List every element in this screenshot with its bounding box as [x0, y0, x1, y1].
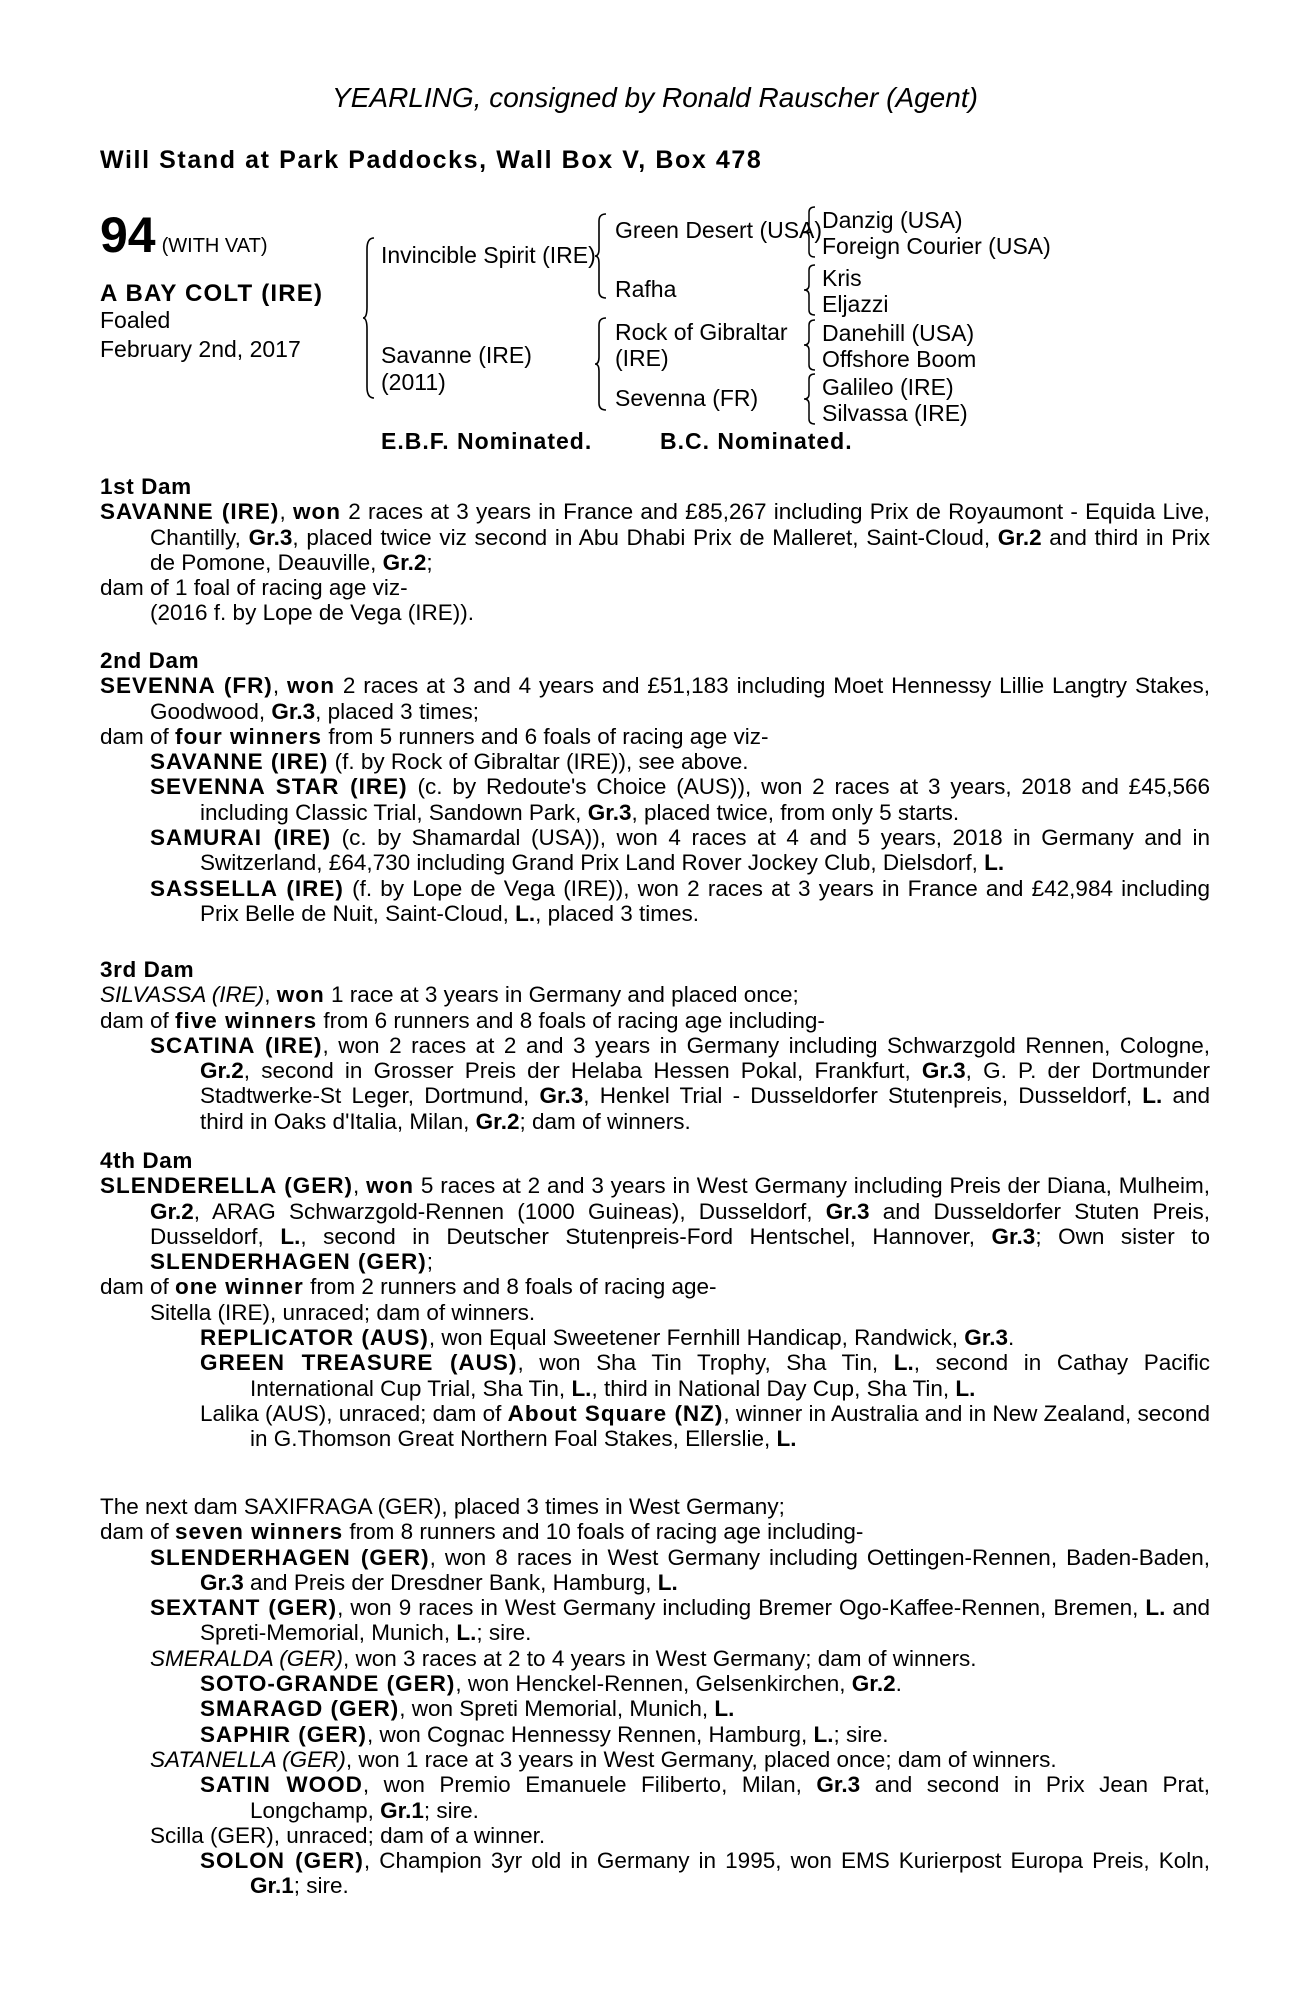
- grade: L.: [776, 1426, 797, 1452]
- record-text: , winner in Australia and in New Zealand, second in G.Thomson Great Northern Foal Stakes, Ellerslie,: [250, 1400, 1211, 1452]
- progeny-name: GREEN TREASURE (AUS): [200, 1350, 518, 1376]
- grade: Gr.1: [250, 1873, 294, 1899]
- sire-sire: Green Desert (USA): [615, 217, 823, 243]
- progeny-entry: [100, 825, 1210, 876]
- record-text: , placed twice, from only 5 starts.: [631, 799, 960, 825]
- catalogue-page: [100, 0, 1210, 2000]
- winners-count: one winner: [175, 1274, 304, 1300]
- record-text: from 2 runners and 8 foals of racing age-: [303, 1274, 717, 1300]
- record-text: 5 races at 2 and 3 years in West Germany including Preis der Diana, Mulheim,: [414, 1173, 1210, 1199]
- grade: Gr.3: [816, 1772, 861, 1798]
- progeny-entry: [100, 1646, 1210, 1671]
- record-text: , won 9 races in West Germany including Bremer Ogo-Kaffee-Rennen, Bremen,: [337, 1595, 1146, 1621]
- record-text: , won Premio Emanuele Filiberto, Milan,: [362, 1772, 817, 1798]
- dam-dam: Sevenna (FR): [615, 385, 759, 411]
- grade: Gr.3: [825, 1198, 870, 1224]
- progeny-entry: [100, 1545, 1210, 1596]
- grade: Gr.2: [382, 549, 427, 575]
- grade: Gr.1: [380, 1797, 424, 1823]
- record-text: (f. by Lope de Vega (IRE)), won 2 races at 3 years in France and £42,984 including Prix Belle de Nuit, Saint-Cloud,: [200, 875, 1210, 926]
- grade: L.: [456, 1620, 477, 1646]
- consignor-title: YEARLING, consigned by Ronald Rauscher (Agent): [332, 82, 978, 113]
- record-text: , won Cognac Hennessy Rennen, Hamburg,: [367, 1721, 814, 1747]
- won-label: won: [366, 1173, 415, 1199]
- grade: Gr.3: [248, 524, 293, 550]
- record-text: , placed 3 times.: [535, 900, 699, 926]
- grade: Gr.2: [475, 1108, 520, 1134]
- grade: Gr.2: [150, 1198, 194, 1224]
- record-text: , won 3 races at 2 to 4 years in West Germany; dam of winners.: [342, 1645, 977, 1671]
- progeny-entry: [100, 876, 1210, 927]
- grade: L.: [714, 1696, 735, 1722]
- dam-line2: (2011): [381, 369, 446, 395]
- horse-description: A BAY COLT (IRE): [100, 280, 324, 307]
- grade: Gr.3: [921, 1058, 966, 1084]
- record-text: , won 1 race at 3 years in West Germany, placed once; dam of winners.: [345, 1746, 1057, 1772]
- lot-number-block: [100, 207, 268, 263]
- ggp-3: Kris: [822, 265, 862, 291]
- record-text: , Champion 3yr old in Germany in 1995, won EMS Kurierpost Europa Preis, Koln,: [363, 1848, 1210, 1874]
- grade: Gr.3: [587, 799, 632, 825]
- ggp-2: Foreign Courier (USA): [822, 233, 1051, 259]
- ggp-8: Silvassa (IRE): [822, 400, 968, 426]
- progeny-name: REPLICATOR (AUS): [200, 1325, 429, 1351]
- record-text: Lalika (AUS), unraced; dam of: [200, 1400, 508, 1426]
- dam-of-line: [100, 1008, 1210, 1033]
- winners-count: four winners: [175, 723, 323, 749]
- record-text: dam of: [100, 1007, 176, 1033]
- record-text: , ARAG Schwarzgold-Rennen (1000 Guineas), Dusseldorf,: [193, 1198, 826, 1224]
- record-text: from 5 runners and 6 foals of racing age viz-: [322, 723, 769, 749]
- record-text: 1 race at 3 years in Germany and placed once;: [324, 982, 799, 1008]
- progeny-name: SEVENNA STAR (IRE): [150, 774, 408, 800]
- record-text: and Preis der Dresdner Bank, Hamburg,: [243, 1569, 658, 1595]
- progeny-name: SOTO-GRANDE (GER): [200, 1671, 456, 1697]
- record-text: ; sire.: [833, 1721, 889, 1747]
- record-text: , second in Grosser Preis der Helaba Hessen Pokal, Frankfurt,: [243, 1058, 922, 1084]
- foaled-date: February 2nd, 2017: [100, 336, 301, 362]
- record-text: and third in Prix de Pomone, Deauville,: [150, 524, 1211, 575]
- record-text: , placed 3 times;: [315, 698, 479, 724]
- grade: L.: [984, 850, 1005, 876]
- grade: Gr.2: [997, 524, 1042, 550]
- progeny-name: SAVANNE (IRE): [150, 749, 329, 775]
- progeny-name: SCATINA (IRE): [150, 1032, 323, 1058]
- progeny-entry: [100, 774, 1210, 825]
- progeny-name: SATANELLA (GER): [150, 1746, 346, 1772]
- won-label: won: [276, 982, 325, 1008]
- record-text: , won Equal Sweetener Fernhill Handicap, Randwick,: [428, 1325, 965, 1351]
- dam-name: SILVASSA (IRE): [100, 982, 265, 1008]
- foal-entry: (2016 f. by Lope de Vega (IRE)).: [150, 600, 474, 626]
- record-text: , won 8 races in West Germany including Oettingen-Rennen, Baden-Baden,: [429, 1544, 1211, 1570]
- record-text: , second in Cathay Pacific International Cup Trial, Sha Tin,: [250, 1350, 1210, 1401]
- record-text: 2 races at 3 and 4 years and £51,183 including Moet Hennessy Lillie Langtry Stakes, Goodwood,: [150, 673, 1210, 724]
- record-text: , Henkel Trial - Dusseldorfer Stutenpreis, Dusseldorf,: [583, 1083, 1143, 1109]
- record-text: , won Spreti Memorial, Munich,: [399, 1696, 715, 1722]
- progeny-name: SMERALDA (GER): [150, 1645, 343, 1671]
- record-text: .: [1007, 1325, 1015, 1351]
- record-text: and third in Oaks d'Italia, Milan,: [200, 1083, 1211, 1134]
- record-text: from 8 runners and 10 foals of racing age including-: [343, 1519, 864, 1545]
- next-dam-section: [100, 1494, 1210, 1899]
- grade: L.: [893, 1350, 914, 1376]
- record-text: , won Sha Tin Trophy, Sha Tin,: [517, 1350, 894, 1376]
- foaled-info: [100, 306, 301, 364]
- sire-dam-brace: [362, 237, 376, 399]
- grade: L.: [1145, 1595, 1166, 1621]
- progeny-name: SOLON (GER): [200, 1848, 364, 1874]
- dam-of-line: dam of 1 foal of racing age viz-: [100, 575, 408, 601]
- dam-record: SILVASSA (IRE), won 1 race at 3 years in Germany and placed once;: [100, 982, 799, 1008]
- record-text: , won 2 races at 2 and 3 years in Germany including Schwarzgold Rennen, Cologne,: [322, 1032, 1210, 1058]
- winners-count: five winners: [175, 1007, 318, 1033]
- sister-name: SLENDERHAGEN (GER): [150, 1249, 427, 1275]
- progeny-entry: [100, 1033, 1210, 1134]
- grade: L.: [571, 1375, 592, 1401]
- ggp-brace-1: [803, 206, 817, 258]
- sire-line-brace: [594, 213, 608, 299]
- progeny-entry: Sitella (IRE), unraced; dam of winners.: [150, 1299, 536, 1325]
- ggp-1: Danzig (USA): [822, 207, 963, 233]
- record-text: ; dam of winners.: [519, 1108, 691, 1134]
- progeny-name: SAMURAI (IRE): [150, 825, 332, 851]
- progeny-name: SMARAGD (GER): [200, 1696, 400, 1722]
- dam-name: SAVANNE (IRE): [100, 499, 280, 525]
- record-text: ; sire.: [476, 1620, 532, 1646]
- dam-record: SEVENNA (FR), won 2 races at 3 and 4 years and £51,183 including Moet Hennessy Lillie Langtry Stakes, Goodwood, Gr.3, placed 3 times;: [100, 673, 1210, 724]
- ggp-brace-2: [803, 264, 817, 316]
- grand-progeny-entry: [100, 1696, 1210, 1721]
- dam-line1: Savanne (IRE): [381, 342, 532, 368]
- record-text: (c. by Redoute's Choice (AUS)), won 2 races at 3 years, 2018 and £45,566 including Classic Trial, Sandown Park,: [200, 774, 1211, 825]
- grade: Gr.3: [539, 1083, 584, 1109]
- grade: Gr.2: [851, 1671, 896, 1697]
- first-dam-section: [100, 474, 1210, 626]
- grade: Gr.2: [200, 1058, 244, 1084]
- sire: Invincible Spirit (IRE): [381, 242, 596, 268]
- ebf-nominated: E.B.F. Nominated.: [381, 428, 593, 454]
- record-text: .: [895, 1671, 902, 1697]
- ggp-4: Eljazzi: [822, 291, 889, 317]
- vat-note: (WITH VAT): [161, 235, 268, 257]
- dam-sire-line2: (IRE): [615, 345, 669, 371]
- grand-progeny-entry: [100, 1350, 1210, 1401]
- won-label: won: [286, 673, 335, 699]
- record-text: , won Henckel-Rennen, Gelsenkirchen,: [455, 1671, 852, 1697]
- ggp-brace-3: [803, 319, 817, 371]
- dam-name: SEVENNA (FR): [100, 673, 273, 699]
- record-text: 2 races at 3 years in France and £85,267 including Prix de Royaumont - Equida Live, Chantilly,: [150, 499, 1210, 550]
- lot-number: 94: [100, 207, 156, 263]
- record-text: dam of: [100, 723, 176, 749]
- third-dam-section: [100, 957, 1210, 1134]
- progeny-name: SLENDERHAGEN (GER): [150, 1544, 430, 1570]
- grade: L.: [515, 900, 536, 926]
- grand-progeny-entry: [100, 1722, 1210, 1747]
- grand-progeny-entry: [100, 1671, 1210, 1696]
- progeny-entry: Scilla (GER), unraced; dam of a winner.: [150, 1822, 546, 1848]
- grand-progeny-entry: [100, 1772, 1210, 1823]
- section-heading: 1st Dam: [100, 474, 192, 499]
- record-text: and second in Prix Jean Prat, Longchamp,: [250, 1772, 1210, 1823]
- stabling-location: Will Stand at Park Paddocks, Wall Box V, Box 478: [100, 146, 763, 174]
- record-text: , second in Deutscher Stutenpreis-Ford Hentschel, Hannover,: [300, 1223, 992, 1249]
- progeny-name: SATIN WOOD: [200, 1772, 363, 1798]
- record-text: dam of: [100, 1519, 176, 1545]
- grade: L.: [955, 1375, 976, 1401]
- sire-dam: Rafha: [615, 276, 677, 302]
- record-text: (c. by Shamardal (USA)), won 4 races at 4 and 5 years, 2018 in Germany and in Switzerland, £64,730 including Grand Prix Land Rover Jockey Club, Dielsdorf,: [200, 825, 1210, 876]
- fourth-dam-section: [100, 1148, 1210, 1452]
- ggp-5: Danehill (USA): [822, 320, 975, 346]
- record-text: and Spreti-Memorial, Munich,: [200, 1595, 1210, 1646]
- winners-count: seven winners: [175, 1519, 344, 1545]
- progeny-entry: [100, 1747, 1210, 1772]
- dam-record: SAVANNE (IRE), won 2 races at 3 years in France and £85,267 including Prix de Royaumont - Equida Live, Chantilly, Gr.3, placed twice viz second in Abu Dhabi Prix de Malleret, Saint-Cloud, Gr.2 and third in Prix de Pomone, Deauville, Gr.2;: [100, 499, 1211, 575]
- dam-of-line: [100, 1274, 1210, 1299]
- dam-of-line: [100, 1519, 1210, 1544]
- record-text: ; sire.: [423, 1797, 479, 1823]
- foaled-label: Foaled: [100, 307, 171, 333]
- progeny-name: About Square (NZ): [507, 1400, 724, 1426]
- section-heading: 3rd Dam: [100, 957, 195, 982]
- record-text: dam of: [100, 1274, 176, 1300]
- grand-progeny-entry: [100, 1848, 1210, 1899]
- dam-line-brace: [594, 317, 608, 411]
- grand-progeny-entry: [100, 1325, 1210, 1350]
- progeny-entry: [100, 1595, 1210, 1646]
- bc-nominated: B.C. Nominated.: [660, 428, 853, 454]
- grade: Gr.3: [991, 1223, 1036, 1249]
- record-text: , third in National Day Cup, Sha Tin,: [591, 1375, 956, 1401]
- ggp-7: Galileo (IRE): [822, 374, 954, 400]
- section-heading: 2nd Dam: [100, 648, 200, 673]
- progeny-name: SASSELLA (IRE): [150, 875, 344, 901]
- grade: L.: [280, 1223, 301, 1249]
- record-text: , placed twice viz second in Abu Dhabi Prix de Malleret, Saint-Cloud,: [292, 524, 998, 550]
- record-text: , G. P. der Dortmunder Stadtwerke-St Leger, Dortmund,: [200, 1058, 1210, 1109]
- second-dam-section: [100, 648, 1210, 926]
- record-text: (f. by Rock of Gibraltar (IRE)), see above.: [328, 749, 749, 775]
- record-text: ; sire.: [293, 1873, 349, 1899]
- dam-of-line: [100, 724, 1210, 749]
- progeny-name: SEXTANT (GER): [150, 1595, 338, 1621]
- next-dam-line: The next dam SAXIFRAGA (GER), placed 3 times in West Germany;: [100, 1494, 785, 1519]
- section-heading: 4th Dam: [100, 1148, 193, 1173]
- grade: L.: [813, 1721, 834, 1747]
- record-text: ;: [426, 549, 433, 575]
- ggp-6: Offshore Boom: [822, 346, 977, 372]
- record-text: and Dusseldorfer Stuten Preis, Dusseldorf,: [150, 1198, 1210, 1249]
- won-label: won: [292, 499, 341, 525]
- record-text: from 6 runners and 8 foals of racing age including-: [317, 1007, 825, 1033]
- progeny-name: SAPHIR (GER): [200, 1721, 368, 1747]
- dam-name: SLENDERELLA (GER): [100, 1173, 353, 1199]
- grade: L.: [657, 1569, 678, 1595]
- progeny-entry: [100, 749, 1210, 774]
- dam-sire-line1: Rock of Gibraltar: [615, 319, 788, 345]
- grade: L.: [1142, 1083, 1163, 1109]
- record-text: ; Own sister to: [1035, 1223, 1210, 1249]
- grade: Gr.3: [964, 1325, 1008, 1351]
- grand-progeny-entry: [100, 1401, 1210, 1452]
- grade: Gr.3: [271, 698, 316, 724]
- record-text: ;: [426, 1249, 434, 1275]
- ggp-brace-4: [803, 373, 817, 425]
- dam-record: SLENDERELLA (GER), won 5 races at 2 and 3 years in West Germany including Preis der Diana, Mulheim, Gr.2, ARAG Schwarzgold-Rennen (1000 Guineas), Dusseldorf, Gr.3 and Dusseldorfer Stuten Preis, Dusseldorf, L., second in Deutscher Stutenpreis-Ford Hentschel, Hannover, Gr.3; Own sister to SLENDERHAGEN (GER);: [100, 1173, 1210, 1275]
- grade: Gr.3: [200, 1569, 244, 1595]
